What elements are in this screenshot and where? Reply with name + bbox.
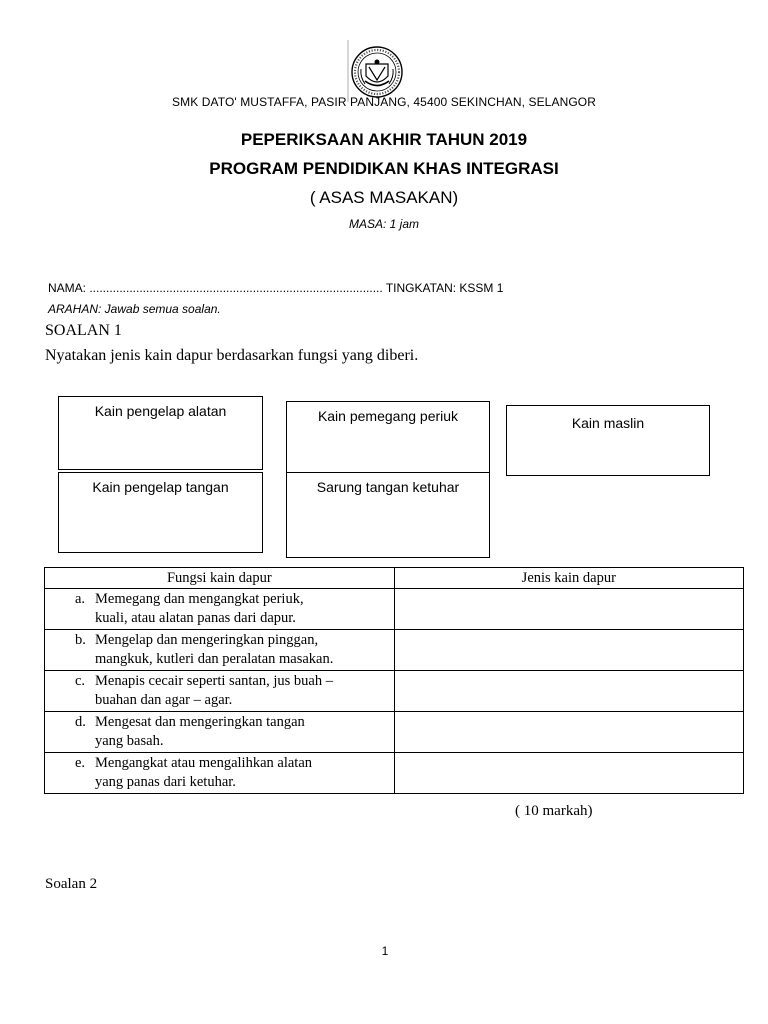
question-1-heading: SOALAN 1 — [45, 322, 122, 339]
option-box-kain-maslin — [506, 405, 710, 476]
question-1-prompt: Nyatakan jenis kain dapur berdasarkan fungsi yang diberi. — [45, 347, 419, 364]
table-row — [45, 671, 744, 712]
question-2-heading: Soalan 2 — [45, 876, 98, 892]
column-header-jenis: Jenis kain dapur — [394, 568, 743, 589]
row-letter: c. — [75, 673, 86, 689]
function-line-1: Mengesat dan mengeringkan tangan — [95, 714, 305, 730]
student-name-line: NAMA: ........................................................................................ TINGKATAN: KSSM 1 — [48, 281, 504, 295]
answer-cell[interactable] — [394, 589, 743, 630]
instruction-text: ARAHAN: Jawab semua soalan. — [48, 302, 221, 316]
option-box-kain-pengelap-alatan — [58, 396, 263, 470]
page-number: 1 — [381, 944, 389, 958]
function-line-2: yang panas dari ketuhar. — [95, 774, 236, 790]
table-row — [45, 630, 744, 671]
answer-table — [44, 567, 744, 794]
exam-title: PEPERIKSAAN AKHIR TAHUN 2019 — [240, 130, 528, 149]
program-title: PROGRAM PENDIDIKAN KHAS INTEGRASI — [209, 159, 559, 178]
function-cell — [45, 712, 395, 753]
function-line-2: buahan dan agar – agar. — [95, 692, 233, 708]
exam-duration: MASA: 1 jam — [348, 217, 420, 231]
column-header-fungsi: Fungsi kain dapur — [45, 568, 395, 589]
answer-cell[interactable] — [394, 712, 743, 753]
answer-cell[interactable] — [394, 753, 743, 794]
option-label: Kain pengelap alatan — [94, 403, 227, 419]
option-label: Kain pemegang periuk — [317, 408, 459, 424]
function-cell — [45, 630, 395, 671]
table-header-row — [45, 568, 744, 589]
function-line-1: Mengangkat atau mengalihkan alatan — [95, 755, 313, 771]
function-cell — [45, 753, 395, 794]
row-letter: b. — [75, 632, 86, 648]
function-line-1: Mengelap dan mengeringkan pinggan, — [95, 632, 319, 648]
option-label: Kain pengelap tangan — [92, 479, 229, 495]
option-label: Kain maslin — [571, 415, 645, 431]
option-box-kain-pengelap-tangan — [58, 472, 263, 553]
row-letter: e. — [75, 755, 86, 771]
function-cell — [45, 671, 395, 712]
school-crest-logo — [347, 40, 407, 102]
table-row — [45, 712, 744, 753]
function-line-2: kuali, atau alatan panas dari dapur. — [95, 610, 296, 626]
option-box-sarung-tangan-ketuhar — [286, 472, 490, 558]
function-line-2: mangkuk, kutleri dan peralatan masakan. — [95, 651, 334, 667]
answer-cell[interactable] — [394, 671, 743, 712]
option-box-kain-pemegang-periuk — [286, 401, 490, 473]
table-row — [45, 589, 744, 630]
school-address: SMK DATO' MUSTAFFA, PASIR PANJANG, 45400 SEKINCHAN, SELANGOR — [172, 95, 596, 109]
function-cell — [45, 589, 395, 630]
option-label: Sarung tangan ketuhar — [316, 479, 460, 495]
answer-cell[interactable] — [394, 630, 743, 671]
function-line-1: Memegang dan mengangkat periuk, — [95, 591, 304, 607]
row-letter: d. — [75, 714, 86, 730]
function-line-1: Menapis cecair seperti santan, jus buah – — [95, 673, 333, 689]
subject-title: ( ASAS MASAKAN) — [309, 188, 459, 207]
table-row — [45, 753, 744, 794]
row-letter: a. — [75, 591, 86, 607]
marks-label: ( 10 markah) — [515, 803, 593, 819]
function-line-2: yang basah. — [95, 733, 164, 749]
